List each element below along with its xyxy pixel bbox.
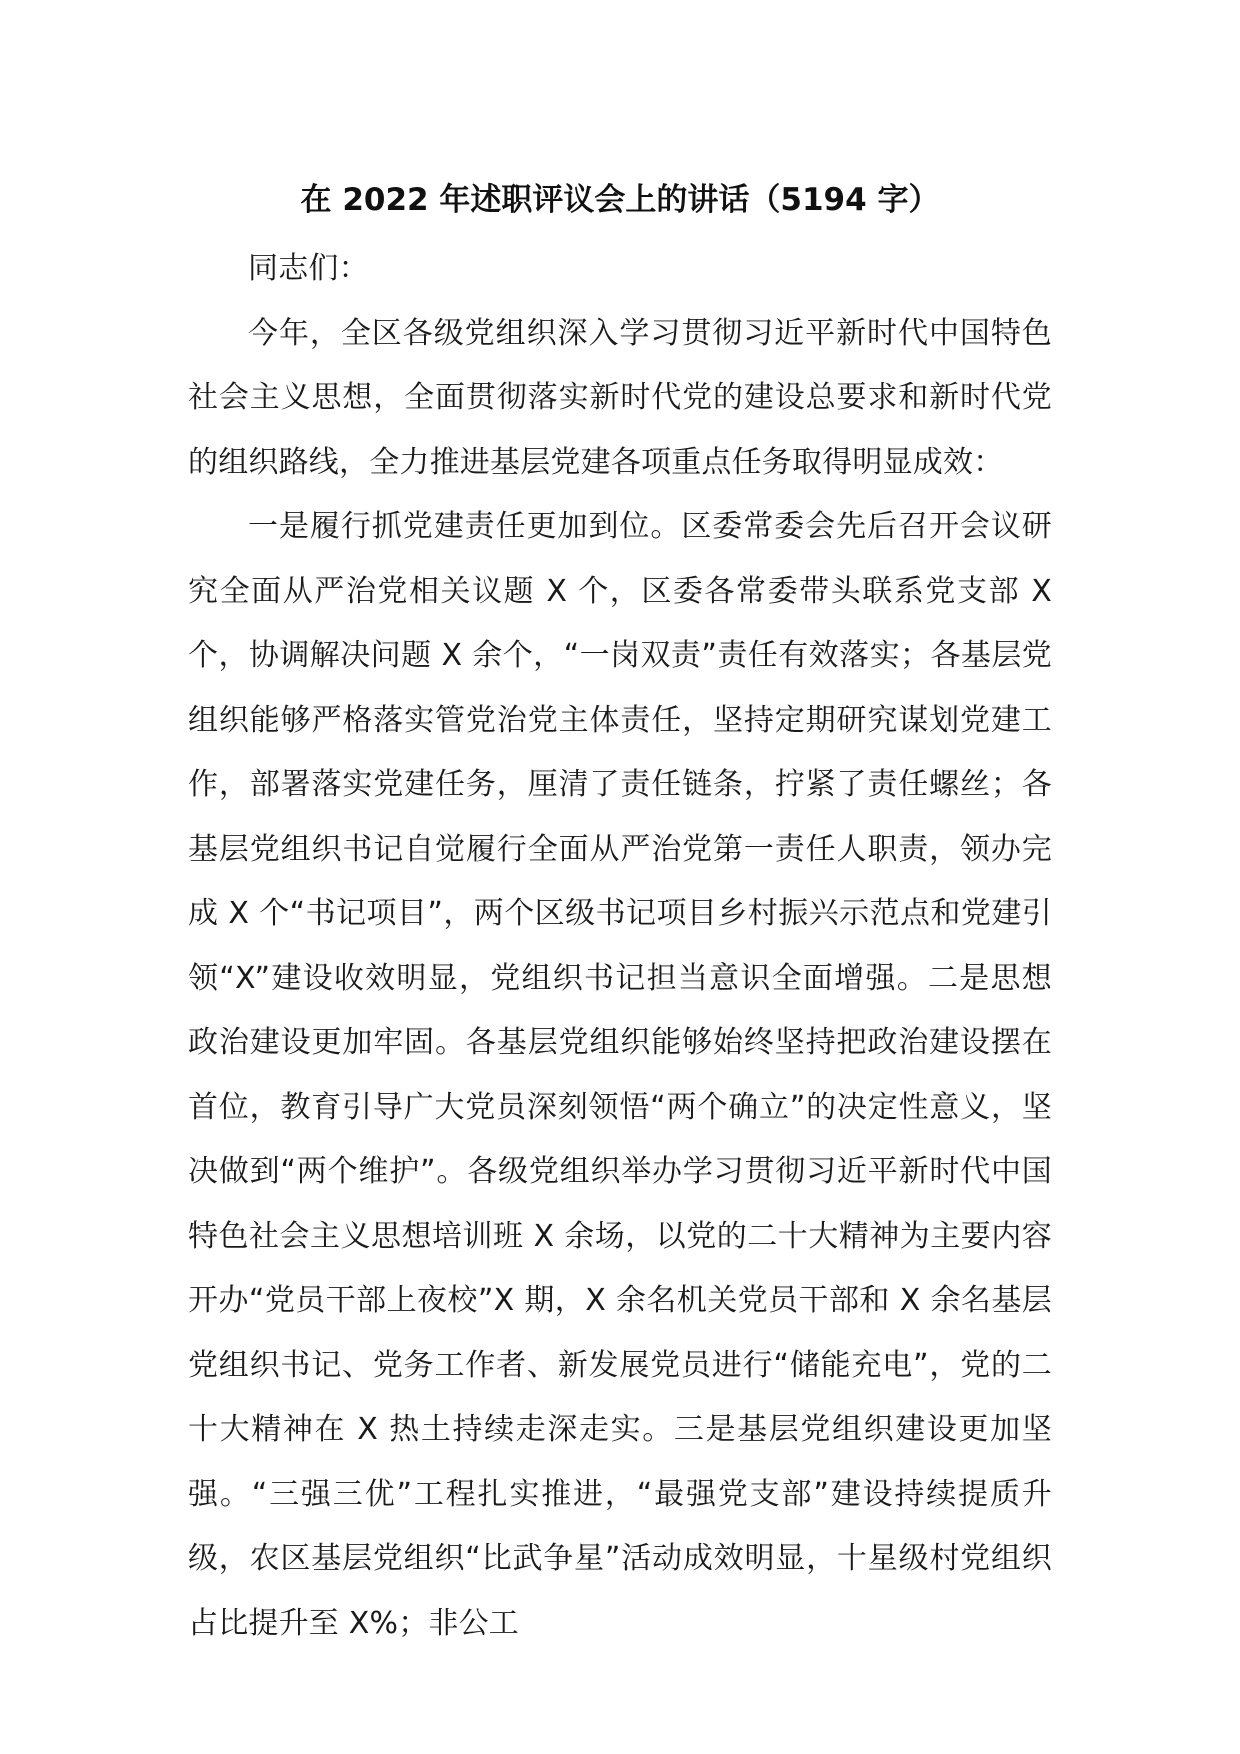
document-body — [188, 237, 1052, 1656]
achievements-paragraph: 一是履行抓党建责任更加到位。区委常委会先后召开会议研究全面从严治党相关议题 X 个，区委各常委带头联系党支部 X 个，协调解决问题 X 余个，“一岗双责”责任有效落实；各基层党组织能够严格落实管党治党主体责任，坚持定期研究谋划党建工作，部署落实党建任务，厘清了责任链条，拧紧了责任螺丝；各基层党组织书记自觉履行全面从严治党第一责任人职责，领办完成 X 个“书记项目”，两个区级书记项目乡村振兴示范点和党建引领“X”建设收效明显，党组织书记担当意识全面增强。二是思想政治建设更加牢固。各基层党组织能够始终坚持把政治建设摆在首位，教育引导广大党员深刻领悟“两个确立”的决定性意义，坚决做到“两个维护”。各级党组织举办学习贯彻习近平新时代中国特色社会主义思想培训班 X 余场，以党的二十大精神为主要内容开办“党员干部上夜校”X 期，X 余名机关党员干部和 X 余名基层党组织书记、党务工作者、新发展党员进行“储能充电”，党的二十大精神在 X 热土持续走深走实。三是基层党组织建设更加坚强。“三强三优”工程扎实推进，“最强党支部”建设持续提质升级，农区基层党组织“比武争星”活动成效明显，十星级村党组织占比提升至 X%；非公工 — [188, 509, 1052, 1641]
salutation-paragraph: 同志们： — [248, 251, 369, 286]
document-title: 在 2022 年述职评议会上的讲话（5194 字） — [300, 182, 940, 218]
intro-paragraph: 今年，全区各级党组织深入学习贯彻习近平新时代中国特色社会主义思想，全面贯彻落实新时代党的建设总要求和新时代党的组织路线，全力推进基层党建各项重点任务取得明显成效： — [188, 315, 1052, 480]
